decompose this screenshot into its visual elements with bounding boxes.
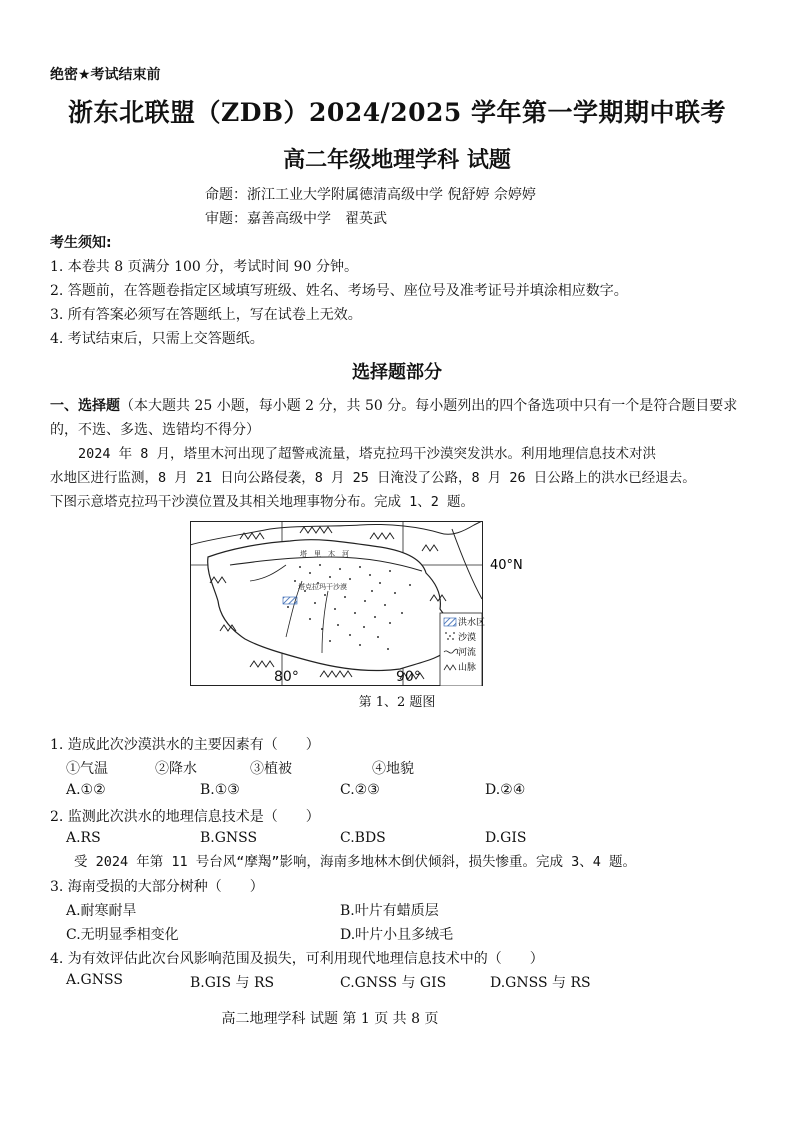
longitude-label-90: 90° (396, 669, 421, 685)
flood-area (283, 597, 297, 604)
confidential-label: 绝密★考试结束前 (50, 67, 161, 83)
factor-3: ③植被 (250, 761, 292, 777)
legend-mountain: 山脉 (458, 663, 477, 673)
q2-option-b[interactable]: B.GNSS (200, 830, 258, 846)
q4-option-c[interactable]: C.GNSS 与 GIS (340, 975, 447, 991)
question-1-stem: 1. 造成此次沙漠洪水的主要因素有（ ） (50, 737, 320, 753)
intro-typhoon: 受 2024 年第 11 号台风“摩羯”影响，海南多地林木倒伏倾斜，损失惨重。完成 3、4 题。 (74, 854, 637, 870)
q1-option-c[interactable]: C.②③ (340, 782, 380, 798)
river-label: 塔 里 木 河 (300, 550, 349, 558)
q3-option-d[interactable]: D.叶片小且多绒毛 (340, 927, 454, 943)
q3-option-a[interactable]: A.耐寒耐旱 (66, 903, 137, 919)
q3-option-c[interactable]: C.无明显季相变化 (66, 927, 179, 943)
q4-option-a[interactable]: A.GNSS (66, 972, 123, 988)
part-lead-rest: （本大题共 25 小题，每小题 2 分，共 50 分。每小题列出的四个备选项中只有一个是符合题目要求的，不选、多选、选错均不得分） (50, 398, 738, 438)
legend-flood: 洪水区 (458, 618, 486, 628)
author-line: 命题：浙江工业大学附属德清高级中学 倪舒婷 佘婷婷 (205, 187, 536, 203)
intro-line: 水地区进行监测，8 月 21 日向公路侵袭，8 月 25 日淹没了公路，8 月 26 日公路上的洪水已经退去。 (50, 470, 696, 486)
q1-option-d[interactable]: D.②④ (485, 782, 526, 798)
page-footer: 高二地理学科 试题 第 1 页 共 8 页 (221, 1011, 439, 1027)
intro-line: 下图示意塔克拉玛干沙漠位置及其相关地理事物分布。完成 1、2 题。 (50, 494, 475, 510)
legend-desert: 沙漠 (458, 633, 477, 643)
part-lead: 一、选择题 (50, 398, 120, 414)
exam-subtitle: 高二年级地理学科 试题 (283, 147, 511, 173)
notice-item: 4. 考试结束后，只需上交答题纸。 (50, 331, 264, 347)
factor-4: ④地貌 (372, 761, 414, 777)
reviewer-line: 审题：嘉善高级中学 翟英武 (205, 211, 387, 227)
q4-option-b[interactable]: B.GIS 与 RS (190, 975, 275, 991)
q4-option-d[interactable]: D.GNSS 与 RS (490, 975, 591, 991)
notice-item: 1. 本卷共 8 页满分 100 分，考试时间 90 分钟。 (50, 259, 358, 275)
desert-label: 塔克拉玛干沙漠 (298, 583, 347, 591)
q2-option-c[interactable]: C.BDS (340, 830, 386, 846)
tarim-map (190, 521, 605, 686)
figure-caption: 第 1、2 题图 (358, 695, 436, 710)
q3-option-b[interactable]: B.叶片有蜡质层 (340, 903, 439, 919)
q2-option-d[interactable]: D.GIS (485, 830, 527, 846)
longitude-label-80: 80° (274, 669, 299, 685)
notice-item: 3. 所有答案必须写在答题纸上，写在试卷上无效。 (50, 307, 362, 323)
notice-item: 2. 答题前，在答题卷指定区域填写班级、姓名、考场号、座位号及准考证号并填涂相应数字。 (50, 283, 628, 299)
factor-2: ②降水 (155, 761, 197, 777)
legend-flood-swatch (444, 618, 456, 626)
question-4-stem: 4. 为有效评估此次台风影响范围及损失，可利用现代地理信息技术中的（ ） (50, 951, 544, 967)
legend-river: 河流 (458, 648, 477, 658)
factor-1: ①气温 (66, 761, 108, 777)
q2-option-a[interactable]: A.RS (66, 830, 101, 846)
exam-title: 浙东北联盟（ZDB）2024/2025 学年第一学期期中联考 (67, 98, 727, 127)
question-2-stem: 2. 监测此次洪水的地理信息技术是（ ） (50, 809, 320, 825)
question-3-stem: 3. 海南受损的大部分树种（ ） (50, 879, 264, 895)
q1-option-a[interactable]: A.①② (66, 782, 106, 798)
latitude-label: 40°N (490, 558, 523, 573)
section-title: 选择题部分 (352, 362, 442, 383)
intro-line: 2024 年 8 月，塔里木河出现了超警戒流量，塔克拉玛干沙漠突发洪水。利用地理信息技术对洪 (78, 446, 657, 462)
q1-option-b[interactable]: B.①③ (200, 782, 240, 798)
part-instructions (50, 394, 755, 442)
notice-heading: 考生须知: (50, 235, 112, 251)
